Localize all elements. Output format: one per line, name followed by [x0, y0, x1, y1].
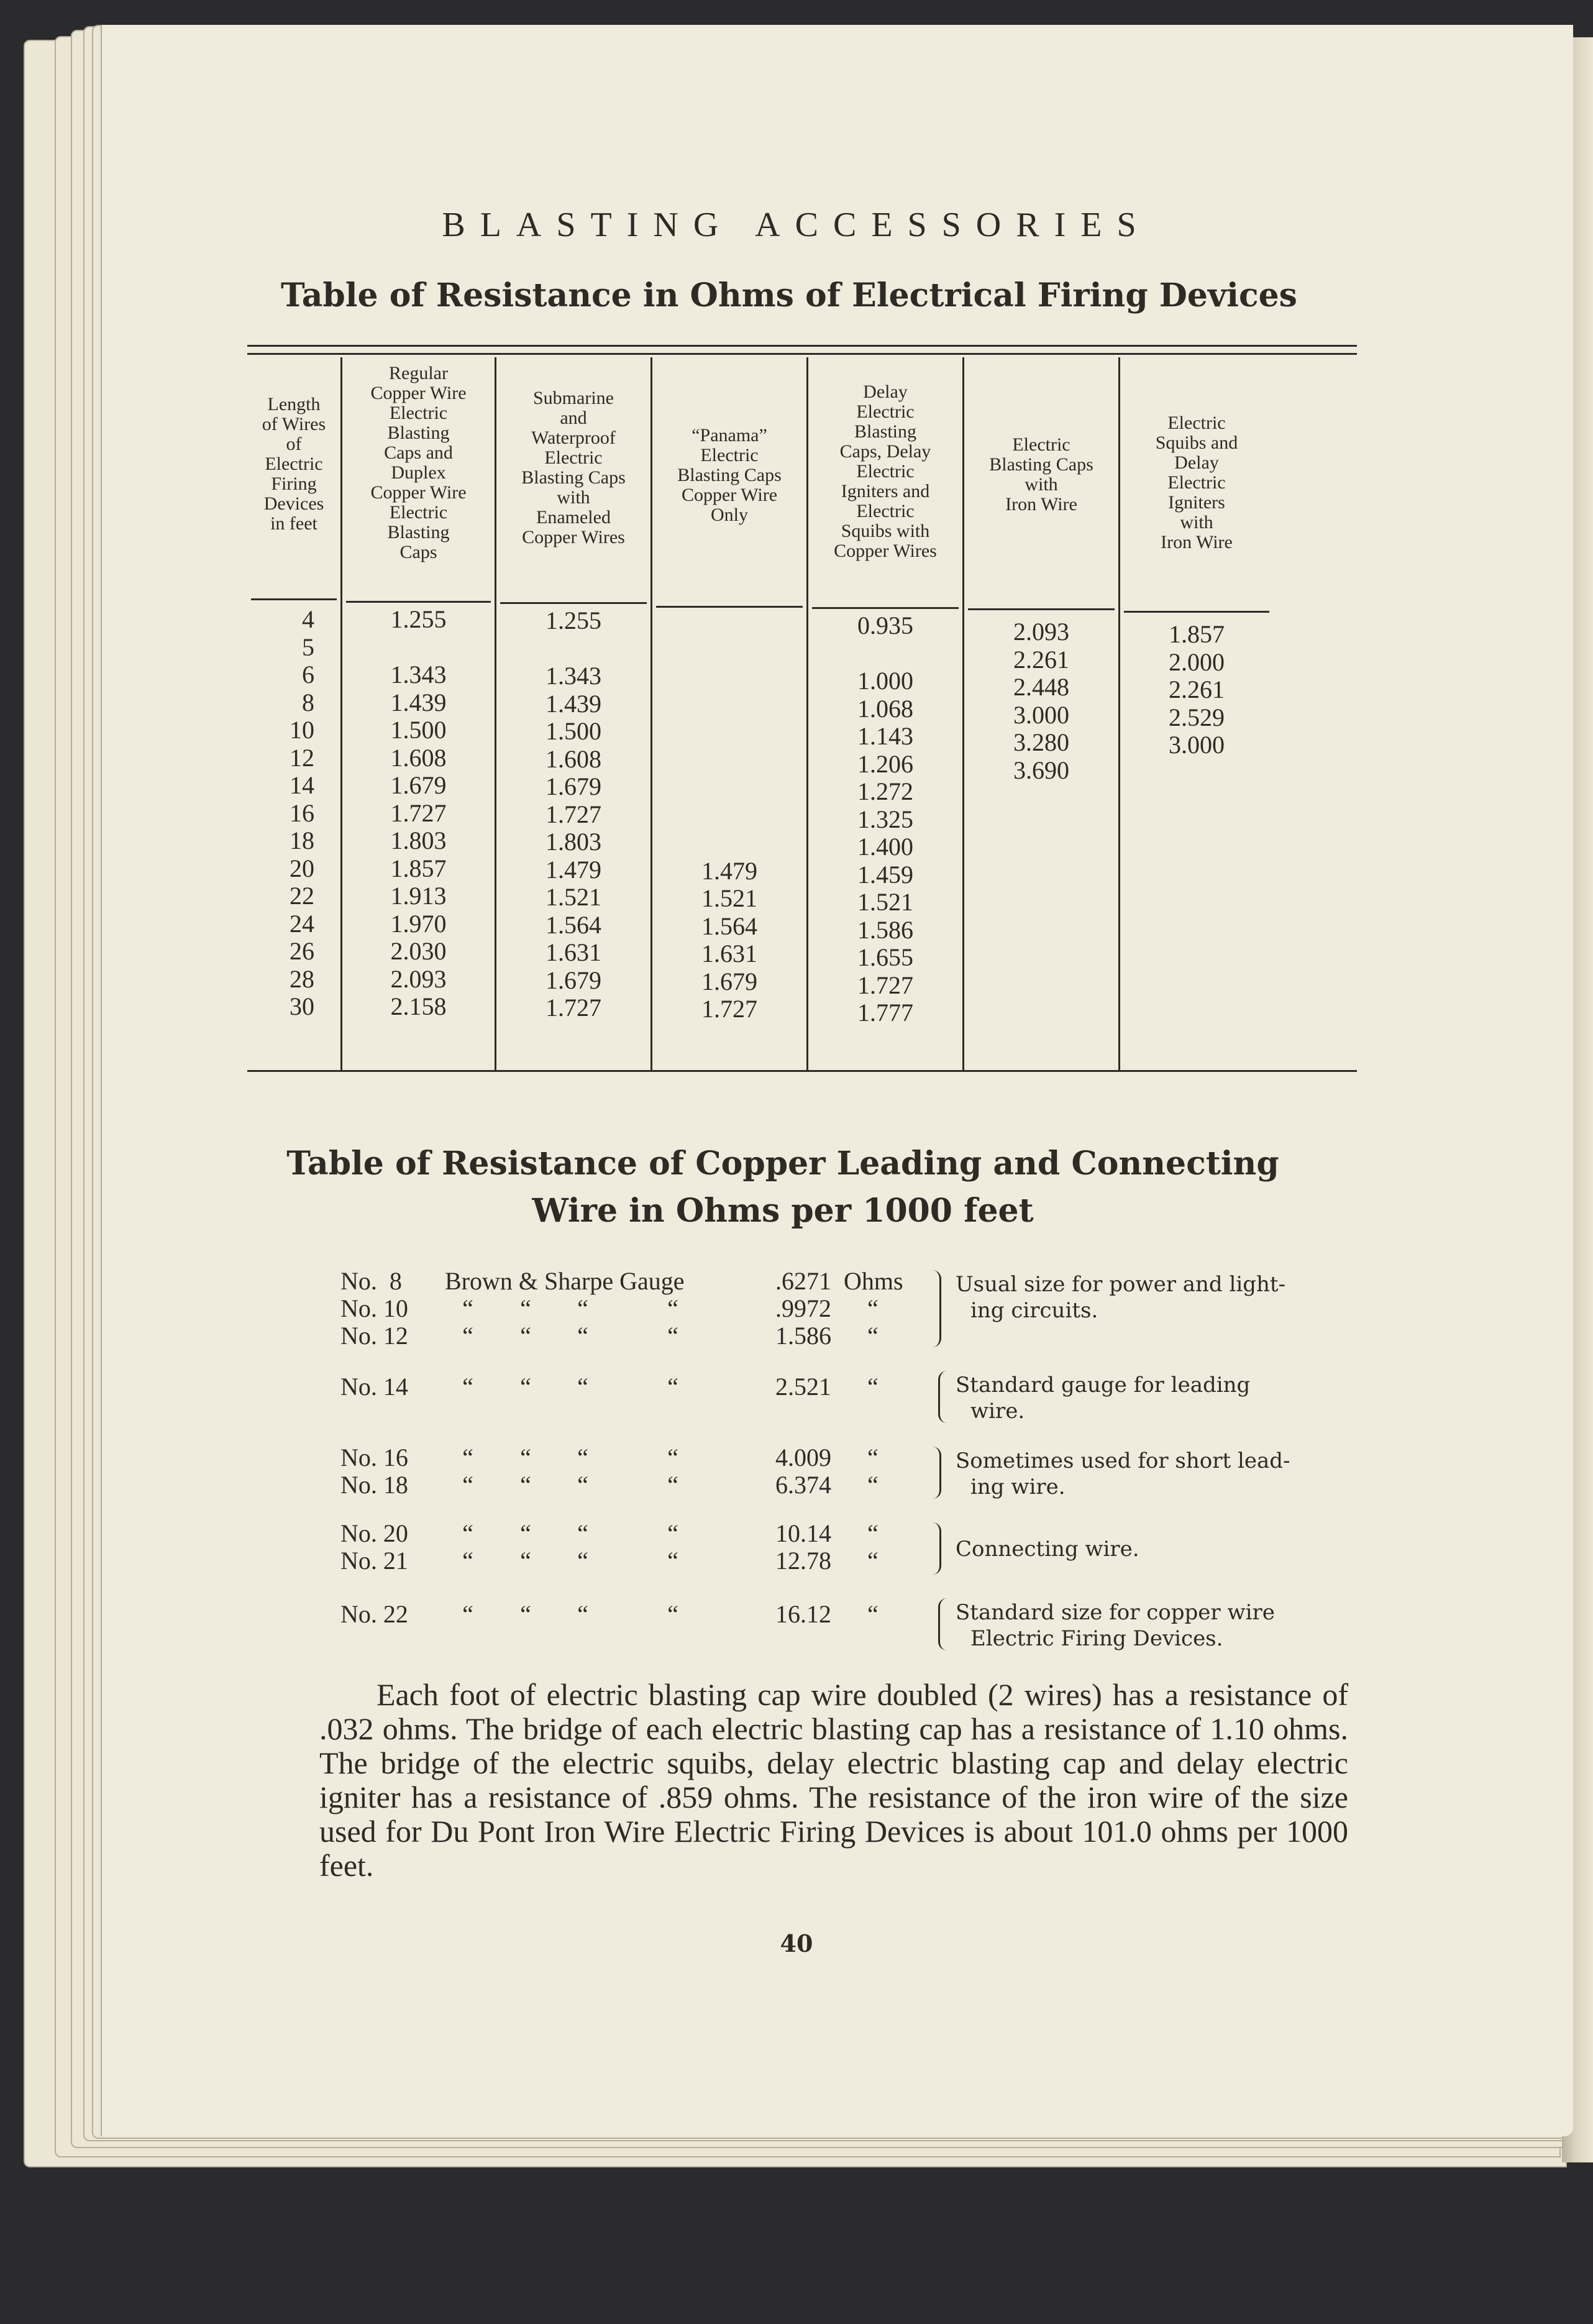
table-cell: 28: [290, 964, 314, 993]
table-cell: 1.521: [545, 883, 601, 911]
header-line: Electric: [700, 445, 759, 465]
table-cell: 1.631: [545, 938, 601, 966]
note-line: Standard gauge for leading: [956, 1373, 1251, 1398]
table-cell: 1.439: [390, 688, 447, 716]
ditto-mark: “: [667, 1519, 678, 1547]
wire-note: [956, 1536, 1366, 1562]
ditto-mark: “: [867, 1547, 879, 1575]
header-line: Submarine: [533, 388, 614, 408]
header-line: in feet: [270, 513, 317, 534]
column-panama: [652, 357, 808, 1071]
table-cell: 1.564: [701, 912, 757, 940]
table-cell: 30: [290, 992, 314, 1020]
note-line: ing circuits.: [970, 1298, 1098, 1323]
gauge-number: No. 20: [340, 1519, 408, 1547]
table-cell: 26: [290, 937, 314, 965]
table1-title: Table of Resistance in Ohms of Electrical Firing Devices: [281, 277, 1297, 314]
column-cells: [964, 618, 1118, 1033]
table-cell: 1.479: [701, 856, 757, 885]
table-cell: [1120, 953, 1273, 981]
header-line: Copper Wire: [370, 383, 467, 403]
column-cells: [496, 607, 650, 1022]
note-line: Sometimes used for short lead-: [956, 1448, 1290, 1473]
header-line: Duplex: [391, 462, 446, 483]
table-cell: 1.586: [857, 915, 913, 944]
header-line: Iron Wire: [1005, 494, 1077, 515]
ohms-value: 12.78: [775, 1547, 831, 1575]
table-cell: [496, 635, 650, 663]
column-cells: [247, 606, 340, 1021]
column-cells: [1120, 621, 1273, 1036]
ditto-mark: “: [667, 1547, 678, 1575]
column-header: [247, 395, 340, 534]
ohms-value: 10.14: [775, 1519, 831, 1547]
table-cell: [652, 664, 806, 692]
header-line: Delay: [1174, 452, 1219, 473]
table-cell: [964, 895, 1118, 923]
table-cell: [964, 950, 1118, 978]
ditto-mark: “: [867, 1373, 879, 1401]
table-cell: 1.803: [545, 828, 601, 856]
ditto-mark: “: [520, 1471, 531, 1499]
ditto-mark: “: [520, 1373, 531, 1401]
table-cell: [1120, 897, 1273, 925]
table-cell: [652, 692, 806, 720]
header-line: Copper Wires: [522, 527, 625, 547]
ditto-mark: “: [667, 1471, 678, 1499]
table-cell: 1.857: [390, 854, 447, 882]
ohms-value: 16.12: [775, 1600, 831, 1628]
table-cell: 16: [290, 798, 314, 827]
column-squibs-iron: [1120, 357, 1273, 1071]
ditto-mark: “: [577, 1547, 588, 1575]
header-line: Iron Wire: [1161, 532, 1233, 552]
table-cell: 1.521: [701, 884, 757, 912]
ditto-mark: “: [462, 1373, 473, 1401]
header-line: Igniters and: [841, 481, 930, 501]
header-line: Blasting: [387, 423, 450, 443]
wire-group: [340, 1520, 1366, 1577]
gauge-number: No. 18: [340, 1471, 408, 1499]
table-cell: [652, 830, 806, 858]
table-cell: 1.679: [390, 771, 447, 799]
ditto-mark: “: [667, 1373, 678, 1401]
header-line: Blasting Caps: [521, 467, 626, 488]
column-length: [247, 357, 342, 1071]
table-cell: 2.529: [1169, 703, 1225, 731]
table-cell: [342, 634, 495, 662]
wire-group: [340, 1268, 1366, 1350]
note-line: Standard size for copper wire: [956, 1600, 1275, 1625]
table-cell: 3.000: [1169, 731, 1225, 759]
ohms-value: 4.009: [775, 1443, 831, 1471]
table2-title-line2: Wire in Ohms per 1000 feet: [532, 1192, 1034, 1230]
table-cell: 1.727: [390, 798, 447, 827]
resistance-table: [247, 357, 1357, 1071]
left-brace-icon: [938, 1598, 949, 1650]
ditto-mark: “: [462, 1443, 473, 1471]
header-line: Enameled: [536, 507, 611, 528]
table-cell: 6: [302, 661, 314, 689]
table-cell: 24: [290, 909, 314, 938]
table-cell: 1.679: [701, 967, 757, 995]
ditto-mark: “: [520, 1294, 531, 1322]
column-header: [808, 382, 962, 561]
table-cell: [964, 812, 1118, 840]
column-cells: [808, 612, 962, 1027]
note-line: Usual size for power and light-: [956, 1272, 1286, 1297]
header-line: Blasting: [387, 522, 450, 542]
table-cell: 1.343: [390, 661, 447, 689]
table-cell: 1.727: [701, 995, 757, 1023]
ditto-mark: “: [462, 1294, 473, 1322]
table-cell: 2.000: [1169, 647, 1225, 676]
header-line: Squibs with: [841, 521, 930, 541]
table-cell: 1.343: [545, 662, 601, 690]
table-cell: 1.400: [857, 833, 913, 861]
wire-group: [340, 1444, 1366, 1501]
header-rule: [656, 606, 803, 608]
header-line: Squibs and: [1155, 432, 1238, 453]
ditto-mark: “: [867, 1519, 879, 1547]
table-cell: 1.679: [545, 966, 601, 994]
header-line: Electric: [265, 454, 323, 474]
table-cell: 18: [290, 826, 314, 854]
header-line: Electric: [856, 461, 915, 482]
table2-title: [273, 1140, 1292, 1235]
ohms-value: .9972: [775, 1294, 831, 1322]
ditto-mark: “: [577, 1294, 588, 1322]
table-cell: 22: [290, 882, 314, 910]
header-line: with: [1025, 474, 1058, 495]
column-header: [496, 388, 650, 547]
header-line: Regular: [389, 363, 448, 383]
table-cell: 0.935: [857, 611, 913, 639]
ditto-mark: “: [867, 1294, 879, 1322]
column-header: [342, 364, 495, 562]
table-cell: 2.158: [390, 992, 447, 1020]
header-line: Waterproof: [531, 428, 616, 448]
ditto-mark: “: [462, 1471, 473, 1499]
ditto-mark: “: [520, 1443, 531, 1471]
header-line: with: [557, 487, 590, 508]
gauge-number: No. 10: [340, 1294, 408, 1322]
table-cell: [1120, 870, 1273, 898]
table-cell: [1120, 842, 1273, 870]
table-cell: [964, 867, 1118, 895]
table-cell: 3.690: [1013, 756, 1069, 784]
ditto-mark: “: [520, 1322, 531, 1350]
right-brace-icon: [932, 1447, 941, 1499]
table2-title-line1: Table of Resistance of Copper Leading and Connecting: [286, 1145, 1279, 1183]
table-cell: 1.727: [545, 800, 601, 828]
header-line: Electric: [856, 501, 915, 521]
wire-row: [340, 1322, 1366, 1350]
table1-top-rule-inner: [247, 353, 1357, 355]
column-caps-iron: [964, 357, 1120, 1071]
header-line: Delay: [863, 382, 908, 402]
table-cell: 1.479: [545, 855, 601, 884]
header-line: of Wires: [262, 414, 326, 434]
header-line: Copper Wire: [370, 482, 467, 503]
table-cell: 20: [290, 854, 314, 882]
table-cell: 1.970: [390, 909, 447, 938]
header-line: Electric: [1012, 434, 1070, 455]
table-cell: 1.679: [545, 772, 601, 800]
table-cell: 1.803: [390, 826, 447, 854]
gauge-number: No. 16: [340, 1443, 408, 1471]
table-cell: 14: [290, 771, 314, 799]
table-cell: 1.655: [857, 943, 913, 971]
table1-top-rule: [247, 345, 1357, 347]
wire-group: [340, 1596, 1366, 1653]
header-line: Caps and: [384, 442, 453, 463]
wire-note: [956, 1599, 1366, 1652]
table-cell: [964, 784, 1118, 812]
wire-note: [956, 1372, 1366, 1424]
table-cell: 10: [290, 716, 314, 744]
table-cell: 2.093: [1013, 618, 1069, 646]
table-cell: [964, 923, 1118, 951]
table-cell: 1.459: [857, 860, 913, 889]
table-cell: 1.777: [857, 999, 913, 1027]
ditto-mark: “: [577, 1471, 588, 1499]
table-cell: [964, 1005, 1118, 1033]
table-cell: 2.448: [1013, 673, 1069, 701]
ditto-mark: “: [667, 1600, 678, 1628]
header-line: Blasting: [854, 421, 916, 442]
table-cell: [652, 608, 806, 636]
header-line: Copper Wires: [834, 541, 937, 561]
ohms-value: .6271: [775, 1267, 831, 1295]
header-rule: [251, 598, 337, 600]
body-paragraph: Each foot of electric blasting cap wire doubled (2 wires) has a resistance of .032 ohms. The bridge of each electric blasting cap has a resistance of 1.10 ohms. The bridge of the electric squibs, delay electric blasting cap and delay electric igniter has a resistance of .859 ohms. The resistance of the iron wire of the size used for Du Pont Iron Wire Electric Firing Devices is about 101.0 ohms per 1000 feet.: [319, 1677, 1348, 1883]
table-cell: [1120, 981, 1273, 1009]
table1-bottom-rule: [247, 1070, 1357, 1072]
header-line: Blasting Caps: [677, 465, 782, 485]
header-line: Electric: [544, 447, 603, 468]
ditto-mark: “: [462, 1519, 473, 1547]
table-cell: 1.439: [545, 689, 601, 718]
ditto-mark: “: [667, 1322, 678, 1350]
header-line: with: [1180, 512, 1213, 533]
gauge-number: No. 14: [340, 1373, 408, 1401]
table-cell: [1120, 1008, 1273, 1036]
table-cell: [652, 747, 806, 775]
left-brace-icon: [938, 1371, 949, 1423]
table-cell: [652, 802, 806, 830]
gauge-number: No. 8: [340, 1267, 402, 1295]
table-cell: 2.093: [390, 964, 447, 993]
column-header: [652, 426, 806, 525]
table-cell: 1.068: [857, 694, 913, 723]
ditto-mark: “: [520, 1547, 531, 1575]
table-cell: [652, 636, 806, 664]
header-rule: [500, 602, 647, 604]
column-submarine-waterproof: [496, 357, 652, 1071]
column-header: [964, 435, 1118, 515]
table-cell: [1120, 815, 1273, 843]
header-line: of: [286, 434, 302, 454]
column-cells: [342, 606, 495, 1021]
table-cell: 1.000: [857, 667, 913, 695]
ditto-mark: “: [462, 1600, 473, 1628]
wire-note: [956, 1271, 1366, 1324]
ditto-mark: “: [667, 1294, 678, 1322]
ditto-mark: “: [577, 1600, 588, 1628]
wire-note: [956, 1448, 1366, 1500]
ditto-mark: “: [520, 1600, 531, 1628]
table-cell: 1.500: [545, 717, 601, 745]
header-line: Blasting Caps: [989, 454, 1093, 475]
header-line: Devices: [263, 493, 324, 514]
note-line: ing wire.: [970, 1475, 1066, 1499]
header-line: “Panama”: [692, 425, 767, 446]
table-cell: 1.727: [545, 994, 601, 1022]
header-line: Firing: [271, 473, 317, 494]
column-cells: [652, 608, 806, 1023]
column-header: [1120, 413, 1273, 552]
header-rule: [812, 607, 959, 609]
table-cell: 2.261: [1169, 675, 1225, 703]
table-cell: [964, 978, 1118, 1006]
right-brace-icon: [932, 1270, 941, 1347]
page-number: 40: [780, 1929, 813, 1957]
note-line: Electric Firing Devices.: [970, 1626, 1223, 1651]
table-cell: [652, 719, 806, 747]
table-cell: 8: [302, 688, 314, 716]
table-cell: 1.325: [857, 805, 913, 833]
table-cell: [1120, 787, 1273, 815]
table-cell: 4: [302, 605, 314, 633]
table-cell: 1.608: [390, 743, 447, 772]
header-rule: [968, 608, 1115, 610]
table-cell: 1.631: [701, 940, 757, 968]
note-line: Connecting wire.: [956, 1537, 1139, 1562]
table-cell: 5: [302, 633, 314, 661]
table-cell: [964, 839, 1118, 867]
ditto-mark: “: [867, 1443, 879, 1471]
header-line: Caps, Delay: [839, 441, 931, 462]
table-cell: 1.255: [390, 605, 447, 633]
column-delay-copper: [808, 357, 964, 1071]
header-line: Electric: [389, 403, 448, 423]
ohms-value: 1.586: [775, 1322, 831, 1350]
table-cell: 1.143: [857, 722, 913, 750]
table-cell: [1120, 759, 1273, 787]
table-cell: 3.280: [1013, 728, 1069, 756]
header-line: Electric: [856, 401, 915, 422]
table-cell: [808, 640, 962, 668]
header-line: Electric: [1167, 472, 1226, 493]
table-cell: 1.255: [545, 606, 601, 634]
header-line: Only: [711, 505, 748, 525]
ohms-value: 6.374: [775, 1471, 831, 1499]
table-cell: 1.521: [857, 888, 913, 916]
gauge-number: No. 12: [340, 1322, 408, 1350]
gauge-name: Brown & Sharpe Gauge: [445, 1267, 685, 1295]
ditto-mark: “: [462, 1322, 473, 1350]
table-cell: [1120, 925, 1273, 953]
ditto-mark: “: [520, 1519, 531, 1547]
header-line: Length: [267, 394, 321, 414]
ditto-mark: “: [577, 1322, 588, 1350]
ohms-unit: Ohms: [844, 1267, 903, 1295]
ditto-mark: “: [577, 1519, 588, 1547]
header-line: Caps: [399, 542, 437, 562]
header-rule: [346, 601, 491, 603]
ditto-mark: “: [577, 1443, 588, 1471]
ditto-mark: “: [577, 1373, 588, 1401]
table-cell: 1.913: [390, 882, 447, 910]
table-cell: 1.608: [545, 744, 601, 773]
table-cell: 1.727: [857, 971, 913, 999]
ditto-mark: “: [867, 1322, 879, 1350]
note-line: wire.: [970, 1399, 1025, 1424]
table-cell: 2.261: [1013, 645, 1069, 674]
header-line: Copper Wire: [681, 485, 778, 505]
wire-group: [340, 1368, 1366, 1425]
table-cell: 1.857: [1169, 620, 1225, 648]
ohms-value: 2.521: [775, 1373, 831, 1401]
table-cell: 1.206: [857, 749, 913, 778]
table-cell: 3.000: [1013, 700, 1069, 729]
header-line: and: [560, 408, 587, 428]
ditto-mark: “: [667, 1443, 678, 1471]
table-cell: 1.564: [545, 910, 601, 939]
gauge-number: No. 21: [340, 1547, 408, 1575]
table-cell: 12: [290, 743, 314, 772]
running-head: BLASTING ACCESSORIES: [442, 206, 1151, 244]
header-rule: [1124, 611, 1269, 613]
column-regular-copper: [342, 357, 496, 1071]
header-line: Electric: [389, 502, 448, 523]
header-line: Igniters: [1168, 492, 1225, 513]
table-cell: [652, 774, 806, 802]
header-line: Electric: [1167, 413, 1226, 433]
ditto-mark: “: [867, 1600, 879, 1628]
ditto-mark: “: [462, 1547, 473, 1575]
table-cell: 1.272: [857, 777, 913, 805]
table-cell: 2.030: [390, 937, 447, 965]
table-cell: 1.500: [390, 716, 447, 744]
right-brace-icon: [932, 1522, 941, 1575]
ditto-mark: “: [867, 1471, 879, 1499]
gauge-number: No. 22: [340, 1600, 408, 1628]
